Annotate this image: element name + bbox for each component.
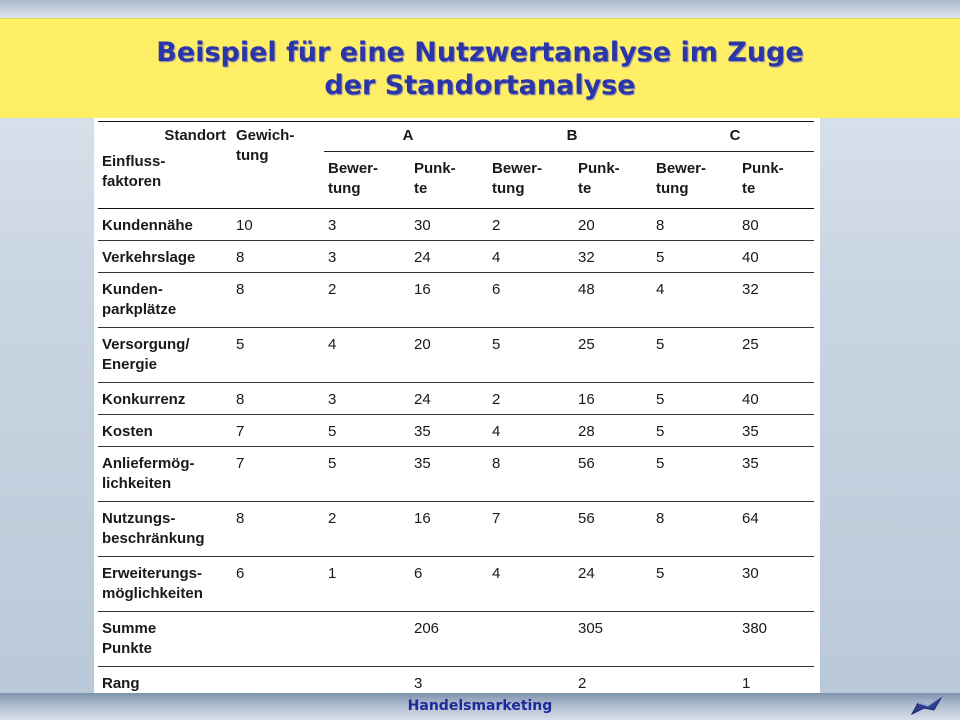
cell-g: 7	[232, 415, 324, 447]
cell-c-p: 35	[738, 447, 814, 502]
table-sheet	[94, 118, 820, 693]
factor-label-l2: möglichkeiten	[102, 585, 203, 602]
factor-label-l1: Kunden-	[102, 281, 163, 298]
cell-g	[232, 612, 324, 667]
factor-cell	[98, 502, 232, 557]
cell-a-b: 5	[324, 415, 410, 447]
cell-c-b: 5	[652, 241, 738, 273]
table-row	[98, 383, 814, 415]
bew-l1: Bewer-	[492, 160, 543, 177]
cell-b-p: 305	[574, 612, 652, 667]
cell-g: 5	[232, 328, 324, 383]
table-row	[98, 502, 814, 557]
factor-label-l2: Punkte	[102, 640, 153, 657]
cell-b-p: 48	[574, 273, 652, 328]
table-row	[98, 612, 814, 667]
factor-label-l1: Erweiterungs-	[102, 565, 203, 582]
cell-g: 8	[232, 273, 324, 328]
factor-label-l1: Nutzungs-	[102, 510, 176, 527]
cell-c-b: 5	[652, 415, 738, 447]
table-row	[98, 209, 814, 241]
cell-a-p: 24	[410, 241, 488, 273]
header-c-punkte	[738, 152, 814, 209]
cell-c-b: 5	[652, 328, 738, 383]
factor-label-l1: Kundennähe	[102, 217, 193, 234]
cell-b-b: 4	[488, 241, 574, 273]
cell-b-b: 2	[488, 209, 574, 241]
cell-b-p: 56	[574, 502, 652, 557]
cell-a-p: 6	[410, 557, 488, 612]
header-location-b: B	[488, 122, 652, 152]
cell-b-b: 7	[488, 502, 574, 557]
factor-label-l1: Konkurrenz	[102, 391, 186, 408]
cell-c-p: 35	[738, 415, 814, 447]
factor-cell	[98, 328, 232, 383]
header-einfluss-l2: faktoren	[102, 172, 162, 190]
pkt-l2: te	[578, 180, 592, 197]
cell-c-p: 80	[738, 209, 814, 241]
cell-a-b: 4	[324, 328, 410, 383]
bew-l2: tung	[492, 180, 525, 197]
factor-cell	[98, 557, 232, 612]
cell-a-p: 3	[410, 667, 488, 701]
cell-a-b: 3	[324, 209, 410, 241]
cell-a-p: 16	[410, 273, 488, 328]
cell-c-p: 1	[738, 667, 814, 701]
footer-title: Handelsmarketing	[407, 698, 553, 714]
cell-c-b	[652, 612, 738, 667]
cell-a-p: 24	[410, 383, 488, 415]
cell-a-b: 2	[324, 273, 410, 328]
factor-label-l1: Rang	[102, 675, 140, 692]
cell-b-b: 5	[488, 328, 574, 383]
cell-b-p: 25	[574, 328, 652, 383]
header-row-2	[98, 152, 814, 209]
cell-a-b	[324, 612, 410, 667]
table-row	[98, 241, 814, 273]
cell-b-p: 24	[574, 557, 652, 612]
cell-c-p: 32	[738, 273, 814, 328]
cell-a-b: 3	[324, 241, 410, 273]
cell-b-p: 32	[574, 241, 652, 273]
cell-c-b: 5	[652, 447, 738, 502]
factor-label-l1: Anliefermög-	[102, 455, 195, 472]
cell-b-p: 2	[574, 667, 652, 701]
table-row	[98, 557, 814, 612]
header-b-bewertung	[488, 152, 574, 209]
cell-c-p: 380	[738, 612, 814, 667]
cell-g: 6	[232, 557, 324, 612]
cell-a-p: 35	[410, 415, 488, 447]
cell-g: 8	[232, 383, 324, 415]
factor-cell	[98, 415, 232, 447]
factor-label-l2: Energie	[102, 356, 158, 373]
table-row	[98, 328, 814, 383]
factor-label-l1: Summe	[102, 620, 157, 637]
cell-b-p: 16	[574, 383, 652, 415]
pkt-l1: Punk-	[578, 160, 620, 177]
cell-a-p: 20	[410, 328, 488, 383]
cell-a-b: 1	[324, 557, 410, 612]
table-row	[98, 415, 814, 447]
cell-b-b: 8	[488, 447, 574, 502]
cell-a-p: 206	[410, 612, 488, 667]
cell-g: 8	[232, 502, 324, 557]
cell-a-p: 35	[410, 447, 488, 502]
header-row-1	[98, 122, 814, 152]
cell-g: 10	[232, 209, 324, 241]
bew-l2: tung	[656, 180, 689, 197]
factor-label-l1: Kosten	[102, 423, 153, 440]
table-body	[98, 209, 814, 701]
cell-g: 7	[232, 447, 324, 502]
factor-cell	[98, 273, 232, 328]
factor-label-l1: Verkehrslage	[102, 249, 196, 266]
cell-c-b: 5	[652, 383, 738, 415]
cell-c-b: 4	[652, 273, 738, 328]
header-gewichtung	[232, 122, 324, 209]
cell-b-b: 6	[488, 273, 574, 328]
cell-c-b: 8	[652, 209, 738, 241]
header-a-bewertung	[324, 152, 410, 209]
header-c-bewertung	[652, 152, 738, 209]
header-standort-label: Standort	[164, 127, 226, 144]
header-gewichtung-l1: Gewich-	[236, 127, 295, 144]
pkt-l2: te	[414, 180, 428, 197]
cell-b-b: 2	[488, 383, 574, 415]
cell-a-b: 2	[324, 502, 410, 557]
cell-g: 8	[232, 241, 324, 273]
top-bar	[0, 0, 960, 18]
cell-c-b: 5	[652, 557, 738, 612]
slide-title-line-1: Beispiel für eine Nutzwertanalyse im Zuge	[156, 36, 804, 68]
pkt-l1: Punk-	[742, 160, 784, 177]
header-standort	[98, 122, 232, 152]
header-location-a: A	[324, 122, 488, 152]
factor-cell	[98, 612, 232, 667]
table-row	[98, 447, 814, 502]
cell-a-p: 30	[410, 209, 488, 241]
bew-l1: Bewer-	[328, 160, 379, 177]
cell-b-p: 20	[574, 209, 652, 241]
factor-label-l2: lichkeiten	[102, 475, 172, 492]
header-einfluss-l1: Einfluss-	[102, 152, 166, 170]
cell-b-b: 4	[488, 415, 574, 447]
factor-label-l1: Versorgung/	[102, 336, 190, 353]
cell-b-p: 56	[574, 447, 652, 502]
cell-c-p: 64	[738, 502, 814, 557]
factor-cell	[98, 241, 232, 273]
slide-title-line-2: der Standortanalyse	[324, 69, 636, 101]
cell-b-b	[488, 612, 574, 667]
pkt-l1: Punk-	[414, 160, 456, 177]
arrow-navigation-icon[interactable]	[908, 694, 946, 718]
cell-c-b: 8	[652, 502, 738, 557]
cell-a-b: 5	[324, 447, 410, 502]
pkt-l2: te	[742, 180, 756, 197]
cell-b-b: 4	[488, 557, 574, 612]
header-location-c: C	[652, 122, 814, 152]
header-b-punkte	[574, 152, 652, 209]
cell-a-b: 3	[324, 383, 410, 415]
cell-b-p: 28	[574, 415, 652, 447]
cell-c-p: 25	[738, 328, 814, 383]
factor-cell	[98, 209, 232, 241]
factor-cell	[98, 383, 232, 415]
bew-l2: tung	[328, 180, 361, 197]
cell-c-p: 40	[738, 241, 814, 273]
header-einflussfaktoren	[98, 152, 232, 209]
factor-cell	[98, 447, 232, 502]
cell-c-p: 40	[738, 383, 814, 415]
factor-label-l2: beschränkung	[102, 530, 205, 547]
table-row	[98, 273, 814, 328]
header-a-punkte	[410, 152, 488, 209]
nutzwert-table	[98, 121, 814, 701]
header-gewichtung-l2: tung	[236, 147, 269, 164]
cell-c-p: 30	[738, 557, 814, 612]
title-banner	[0, 18, 960, 118]
cell-a-p: 16	[410, 502, 488, 557]
bew-l1: Bewer-	[656, 160, 707, 177]
factor-label-l2: parkplätze	[102, 301, 177, 318]
